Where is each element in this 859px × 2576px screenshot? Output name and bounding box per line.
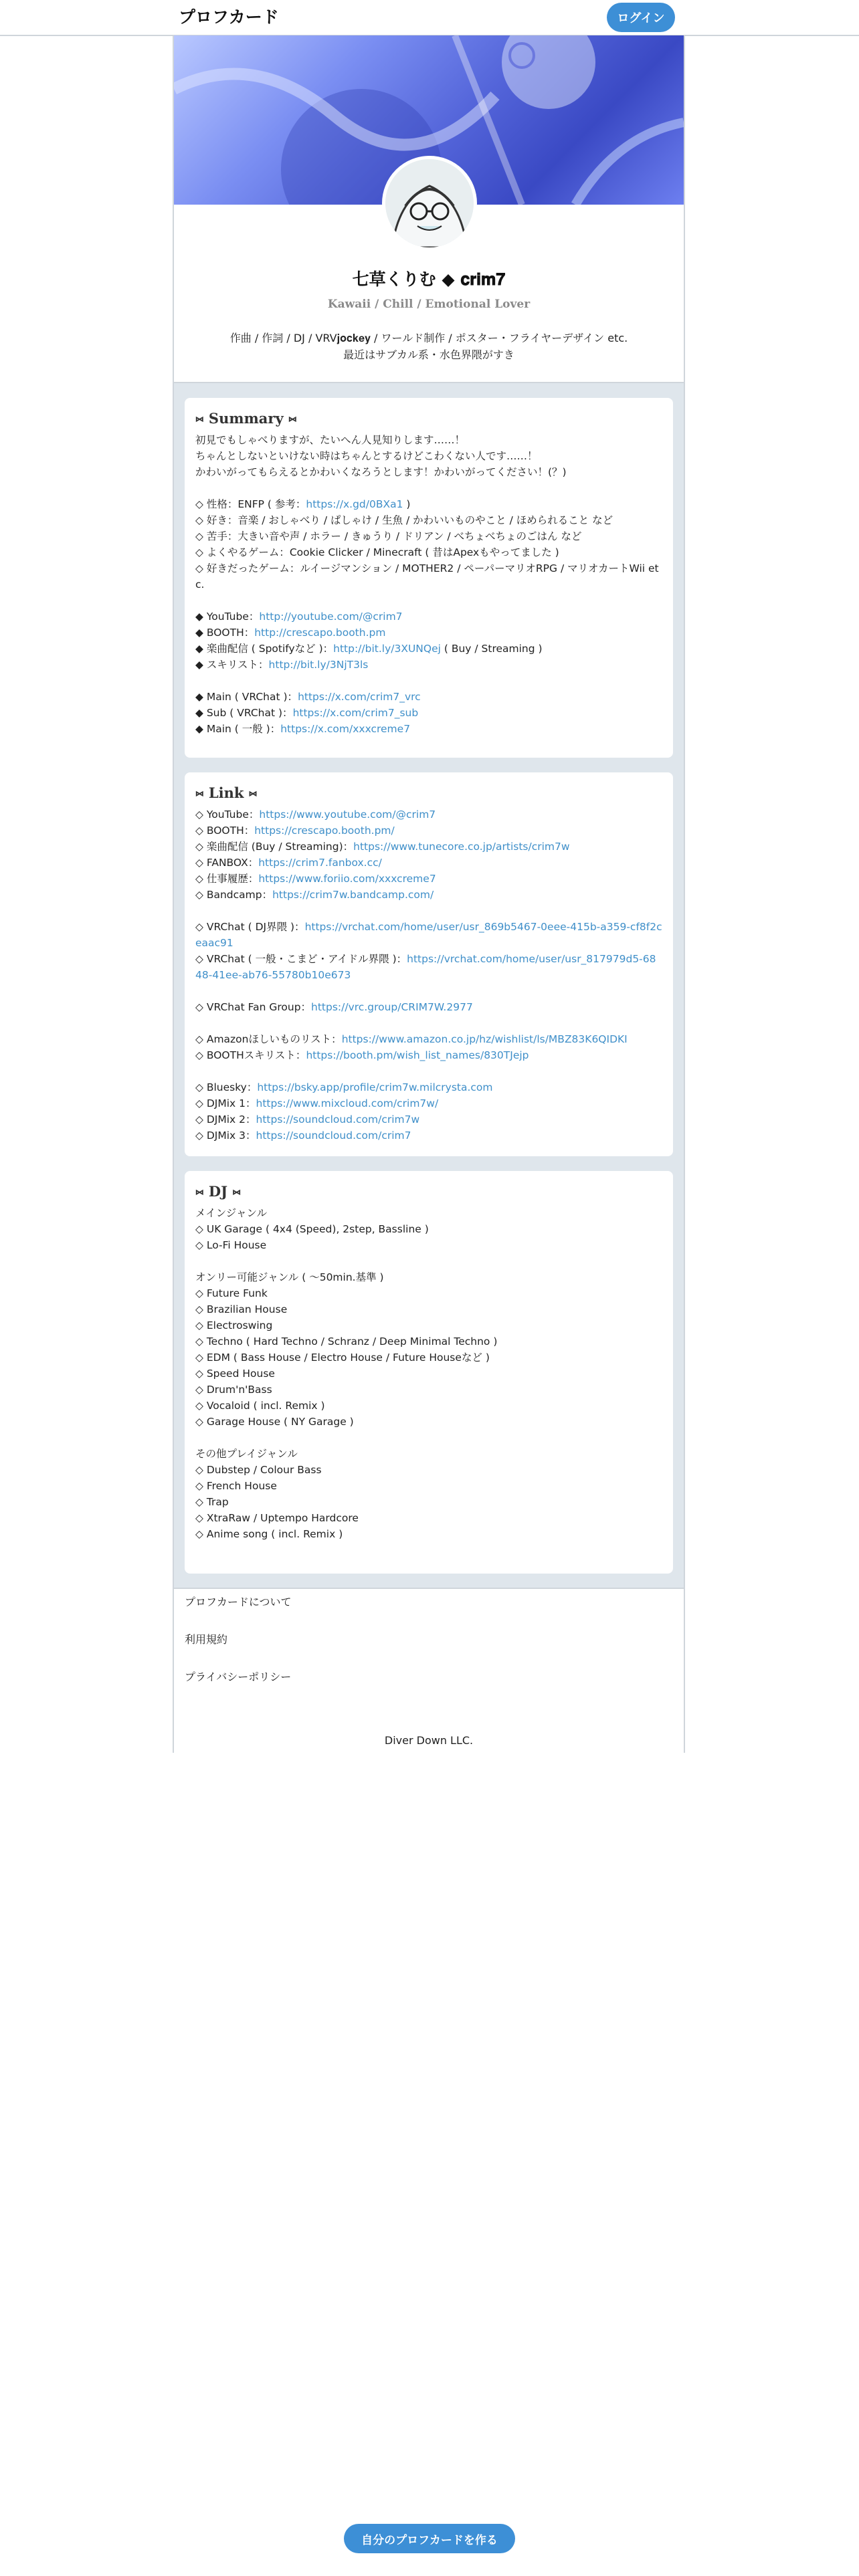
card-title: ⑅ DJ ⑅ bbox=[195, 1183, 241, 1200]
summary-card bbox=[185, 398, 673, 758]
card-line bbox=[195, 1031, 662, 1047]
line-text: ◇ Dubstep / Colour Bass bbox=[195, 1464, 322, 1476]
external-link[interactable]: https://bsky.app/profile/crim7w.milcrysta.com bbox=[257, 1081, 493, 1093]
card-line bbox=[195, 1221, 662, 1237]
line-text: ◆ Main ( VRChat )： bbox=[195, 691, 298, 703]
external-link[interactable]: https://vrchat.com/home/user/usr_869b5467-0eee-415b-a359-cf8f2ceaac91 bbox=[195, 921, 662, 949]
line-text: ◆ 楽曲配信 ( Spotifyなど )： bbox=[195, 643, 334, 655]
external-link[interactable]: https://soundcloud.com/crim7w bbox=[256, 1113, 420, 1125]
profile-bio bbox=[174, 330, 684, 363]
line-text: ◇ EDM ( Bass House / Electro House / Future Houseなど ) bbox=[195, 1352, 490, 1364]
line-text: ◇ BOOTHスキリスト： bbox=[195, 1049, 306, 1061]
card-line bbox=[195, 1317, 662, 1333]
line-text: ◇ Drum'n'Bass bbox=[195, 1384, 272, 1396]
card-line bbox=[195, 625, 662, 641]
line-text: メインジャンル bbox=[195, 1207, 268, 1219]
line-text: ◇ Garage House ( NY Garage ) bbox=[195, 1416, 354, 1428]
card-line bbox=[195, 999, 662, 1015]
line-text: ◇ UK Garage ( 4x4 (Speed), 2step, Bassline ) bbox=[195, 1223, 429, 1235]
card-line bbox=[195, 1446, 662, 1462]
line-text: ◇ Speed House bbox=[195, 1368, 275, 1380]
card-line bbox=[195, 1398, 662, 1414]
line-text: ◇ Future Funk bbox=[195, 1287, 268, 1299]
profile-avatar bbox=[382, 156, 477, 251]
line-text: ◇ 楽曲配信 (Buy / Streaming)： bbox=[195, 841, 354, 853]
blank-line bbox=[195, 593, 662, 609]
line-text: オンリー可能ジャンル ( 〜50min.基準 ) bbox=[195, 1271, 384, 1283]
blank-line bbox=[195, 480, 662, 496]
card-line bbox=[195, 1366, 662, 1382]
line-text: ◇ VRChat ( DJ界隈 )： bbox=[195, 921, 305, 933]
card-line bbox=[195, 807, 662, 823]
line-text: ◇ VRChat Fan Group： bbox=[195, 1001, 312, 1013]
line-text: ◇ Anime song ( incl. Remix ) bbox=[195, 1528, 343, 1540]
create-profile-card-button[interactable]: 自分のプロフカードを作る bbox=[344, 2524, 515, 2553]
footer-link-privacy[interactable]: プライバシーポリシー bbox=[185, 1671, 292, 1683]
card-line bbox=[195, 1478, 662, 1494]
card-line bbox=[195, 839, 662, 855]
brand-logo[interactable]: プロフカード bbox=[179, 7, 279, 27]
login-button[interactable]: ログイン bbox=[607, 3, 675, 32]
sections-area bbox=[174, 382, 684, 1589]
line-text: その他プレイジャンル bbox=[195, 1448, 298, 1460]
card-body bbox=[195, 807, 662, 1144]
external-link[interactable]: https://www.youtube.com/@crim7 bbox=[259, 809, 436, 821]
line-text: ◇ DJMix 2： bbox=[195, 1113, 256, 1125]
profile-tagline: Kawaii / Chill / Emotional Lover bbox=[327, 298, 531, 311]
line-text: ◇ よくやるゲーム：Cookie Clicker / Minecraft ( 昔はApexもやってました ) bbox=[195, 546, 559, 558]
card-line bbox=[195, 609, 662, 625]
card-line bbox=[195, 1510, 662, 1526]
top-header bbox=[0, 0, 859, 36]
blank-line bbox=[195, 903, 662, 919]
blank-line bbox=[195, 1063, 662, 1079]
line-text: ◇ Amazonほしいものリスト： bbox=[195, 1033, 342, 1045]
card-line bbox=[195, 1350, 662, 1366]
line-text: ◇ Trap bbox=[195, 1496, 229, 1508]
line-text: ◇ Vocaloid ( incl. Remix ) bbox=[195, 1400, 325, 1412]
external-link[interactable]: http://bit.ly/3NjT3ls bbox=[268, 659, 369, 671]
card-line bbox=[195, 1285, 662, 1301]
card-line bbox=[195, 871, 662, 887]
card-line bbox=[195, 1047, 662, 1063]
line-text: ◇ 好きだったゲーム：ルイージマンション / MOTHER2 / ペーパーマリオRPG / マリオカートWii etc. bbox=[195, 562, 659, 591]
line-text: ◇ Bandcamp： bbox=[195, 889, 273, 901]
line-text: ◇ 好き：音楽 / おしゃべり / ぱしゃけ / 生魚 / かわいいものやこと / ほめられること など bbox=[195, 514, 613, 526]
line-text: ◆ Sub ( VRChat )： bbox=[195, 707, 293, 719]
card-title: ⑅ Summary ⑅ bbox=[195, 410, 297, 427]
card-line bbox=[195, 496, 662, 512]
card-line bbox=[195, 919, 662, 951]
footer-link-about[interactable]: プロフカードについて bbox=[185, 1596, 292, 1608]
line-text: ◇ XtraRaw / Uptempo Hardcore bbox=[195, 1512, 359, 1524]
card-line bbox=[195, 1269, 662, 1285]
line-text: ◇ Brazilian House bbox=[195, 1303, 288, 1315]
card-line bbox=[195, 1237, 662, 1253]
card-line bbox=[195, 1462, 662, 1478]
card-title: ⑅ Link ⑅ bbox=[195, 784, 258, 801]
card-line bbox=[195, 951, 662, 983]
external-link[interactable]: https://vrc.group/CRIM7W.2977 bbox=[311, 1001, 473, 1013]
external-link[interactable]: https://crescapo.booth.pm/ bbox=[254, 825, 395, 837]
bio-line: 作曲 / 作詞 / DJ / VRV𝐣𝐨𝐜𝐤𝐞𝐲 / ワールド制作 / ポスター・フライヤーデザイン etc. bbox=[229, 332, 628, 344]
external-link[interactable]: https://crim7w.bandcamp.com/ bbox=[272, 889, 434, 901]
card-line bbox=[195, 705, 662, 721]
card-line bbox=[195, 689, 662, 705]
card-line bbox=[195, 1494, 662, 1510]
card-line bbox=[195, 1205, 662, 1221]
line-text: ◆ Main ( 一般 )： bbox=[195, 723, 281, 735]
blank-line bbox=[195, 983, 662, 999]
line-text: ◇ YouTube： bbox=[195, 809, 260, 821]
line-text: ◇ 仕事履歴： bbox=[195, 873, 259, 885]
line-text: ◇ French House bbox=[195, 1480, 277, 1492]
line-text: ◇ 苦手：大きい音や声 / ホラー / きゅうり / ドリアン / べちょべちょのごはん など bbox=[195, 530, 582, 542]
card-body bbox=[195, 432, 662, 737]
company-name: Diver Down LLC. bbox=[384, 1734, 474, 1747]
dj-card bbox=[185, 1171, 673, 1574]
external-link[interactable]: http://youtube.com/@crim7 bbox=[259, 611, 403, 623]
blank-line bbox=[195, 1253, 662, 1269]
line-text: ) bbox=[403, 498, 411, 510]
external-link[interactable]: https://www.mixcloud.com/crim7w/ bbox=[256, 1097, 439, 1109]
card-line bbox=[195, 1095, 662, 1111]
card-line bbox=[195, 464, 662, 480]
footer-link-terms[interactable]: 利用規約 bbox=[185, 1633, 228, 1646]
line-text: ◇ Lo-Fi House bbox=[195, 1239, 267, 1251]
bio-line: 最近はサブカル系・水色界隈がすき bbox=[343, 348, 514, 361]
line-text: ◇ VRChat ( 一般・こまど・アイドル界隈 )： bbox=[195, 953, 407, 965]
blank-line bbox=[195, 1015, 662, 1031]
line-text: ◇ 性格：ENFP ( 参考： bbox=[195, 498, 306, 510]
line-text: ◇ Techno ( Hard Techno / Schranz / Deep Minimal Techno ) bbox=[195, 1335, 498, 1348]
profile-card bbox=[173, 35, 685, 1753]
line-text: ◇ BOOTH： bbox=[195, 825, 255, 837]
external-link[interactable]: http://crescapo.booth.pm bbox=[254, 627, 386, 639]
external-link[interactable]: https://x.com/xxxcreme7 bbox=[280, 723, 411, 735]
blank-line bbox=[195, 1430, 662, 1446]
line-text: ◇ FANBOX： bbox=[195, 857, 259, 869]
card-line bbox=[195, 823, 662, 839]
card-line bbox=[195, 1333, 662, 1350]
link-card bbox=[185, 772, 673, 1156]
card-line bbox=[195, 657, 662, 673]
card-line bbox=[195, 1382, 662, 1398]
external-link[interactable]: http://bit.ly/3XUNQej bbox=[333, 643, 441, 655]
line-text: ◆ YouTube： bbox=[195, 611, 260, 623]
blank-line bbox=[195, 673, 662, 689]
card-line bbox=[195, 448, 662, 464]
line-text: ◇ DJMix 3： bbox=[195, 1130, 256, 1142]
card-body bbox=[195, 1205, 662, 1542]
card-line bbox=[195, 1079, 662, 1095]
card-line bbox=[195, 855, 662, 871]
card-line bbox=[195, 1111, 662, 1128]
external-link[interactable]: https://booth.pm/wish_list_names/830TJejp bbox=[306, 1049, 529, 1061]
card-line bbox=[195, 1414, 662, 1430]
card-line bbox=[195, 721, 662, 737]
line-text: かわいがってもらえるとかわいくなろうとします！かわいがってください！(？) bbox=[195, 466, 567, 478]
external-link[interactable]: https://www.tunecore.co.jp/artists/crim7w bbox=[353, 841, 570, 853]
line-text: 初見でもしゃべりますが、たいへん人見知りします……！ bbox=[195, 434, 466, 446]
external-link[interactable]: https://x.gd/0BXa1 bbox=[306, 498, 403, 510]
card-line bbox=[195, 887, 662, 903]
external-link[interactable]: https://soundcloud.com/crim7 bbox=[256, 1130, 411, 1142]
external-link[interactable]: https://www.foriio.com/xxxcreme7 bbox=[258, 873, 436, 885]
card-line bbox=[195, 560, 662, 593]
line-text: ◇ Bluesky： bbox=[195, 1081, 258, 1093]
display-name: 七草くりむ ◆ 𝐜𝐫𝐢𝐦𝟕 bbox=[352, 270, 506, 289]
line-text: ちゃんとしないといけない時はちゃんとするけどこわくない人です……！ bbox=[195, 450, 538, 462]
card-line bbox=[195, 432, 662, 448]
line-text: ( Buy / Streaming ) bbox=[440, 643, 543, 655]
external-link[interactable]: https://x.com/crim7_sub bbox=[292, 707, 419, 719]
card-line bbox=[195, 1128, 662, 1144]
card-line bbox=[195, 512, 662, 528]
card-line bbox=[195, 528, 662, 544]
card-line bbox=[195, 1301, 662, 1317]
external-link[interactable]: https://crim7.fanbox.cc/ bbox=[258, 857, 382, 869]
line-text: ◇ Electroswing bbox=[195, 1319, 273, 1331]
line-text: ◆ スキリスト： bbox=[195, 659, 269, 671]
card-line bbox=[195, 1526, 662, 1542]
external-link[interactable]: https://vrchat.com/home/user/usr_817979d5-6848-41ee-ab76-55780b10e673 bbox=[195, 953, 656, 981]
line-text: ◇ DJMix 1： bbox=[195, 1097, 256, 1109]
external-link[interactable]: https://www.amazon.co.jp/hz/wishlist/ls/MBZ83K6QIDKI bbox=[341, 1033, 628, 1045]
line-text: ◆ BOOTH： bbox=[195, 627, 255, 639]
card-line bbox=[195, 544, 662, 560]
external-link[interactable]: https://x.com/crim7_vrc bbox=[298, 691, 421, 703]
card-line bbox=[195, 641, 662, 657]
